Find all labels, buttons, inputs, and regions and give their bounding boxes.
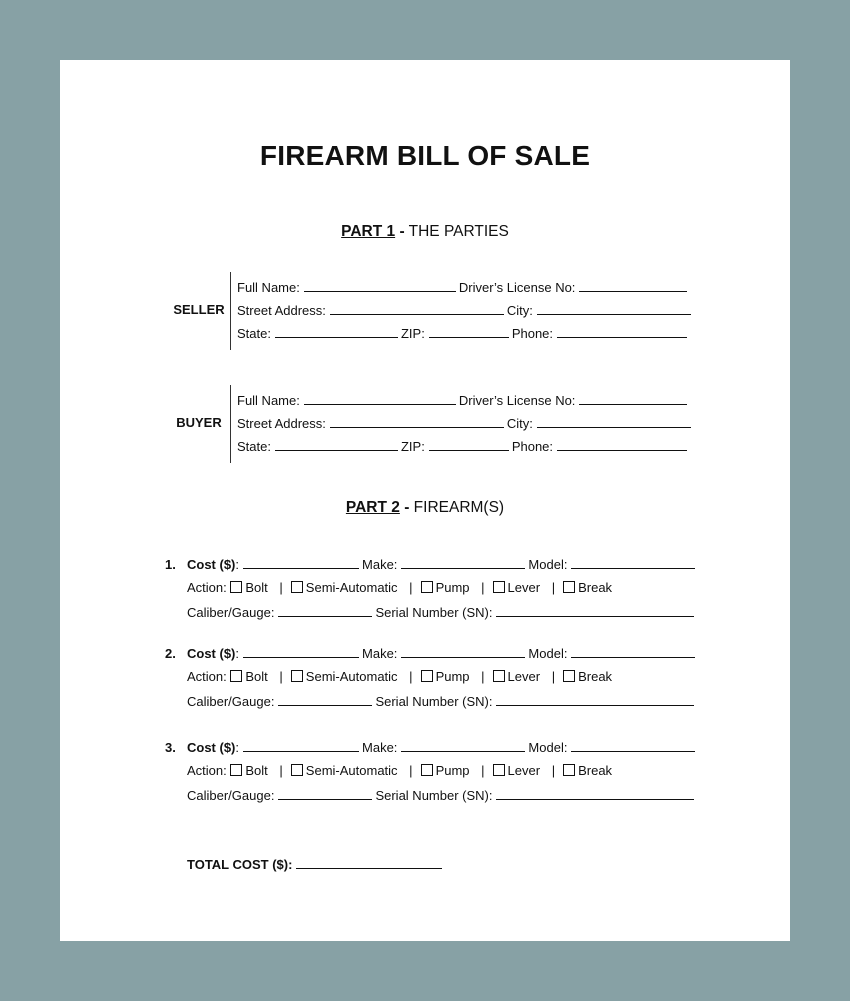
separator: | xyxy=(551,669,556,684)
firearm-2-make-label: Make: xyxy=(362,646,398,661)
separator: | xyxy=(409,669,413,684)
firearm-2-lever-label: Lever xyxy=(507,669,541,684)
firearm-3-pump-label: Pump xyxy=(435,763,470,778)
buyer-fullname-field[interactable] xyxy=(304,393,456,405)
seller-divider xyxy=(230,272,231,350)
part2-number: PART 2 xyxy=(345,499,400,516)
separator: | xyxy=(409,580,413,595)
firearm-3-action-label: Action: xyxy=(187,763,227,778)
firearm-3-break-label: Break xyxy=(578,763,613,778)
firearm-3-semi-checkbox[interactable] xyxy=(291,764,303,776)
firearm-1-lever-label: Lever xyxy=(507,580,541,595)
firearm-3-make-field[interactable] xyxy=(401,740,525,752)
firearm-2-model-label: Model: xyxy=(528,646,568,661)
firearm-2-semi-label: Semi-Automatic xyxy=(305,669,398,684)
firearm-1-number: 1. xyxy=(165,557,176,572)
firearm-2-cost-label: Cost ($) xyxy=(187,646,236,661)
firearm-2-row-cost xyxy=(187,646,698,661)
part1-number: PART 1 xyxy=(341,223,396,240)
firearm-3-model-field[interactable] xyxy=(571,740,695,752)
buyer-state-field[interactable] xyxy=(275,439,398,451)
firearm-3-number: 3. xyxy=(165,740,176,755)
buyer-street-label: Street Address: xyxy=(237,416,326,431)
firearm-1-serial-field[interactable] xyxy=(496,605,694,617)
firearm-1-pump-checkbox[interactable] xyxy=(421,581,433,593)
firearm-1-bolt-label: Bolt xyxy=(245,580,268,595)
separator: | xyxy=(481,669,485,684)
firearm-1-model-field[interactable] xyxy=(571,557,695,569)
separator: | xyxy=(409,763,413,778)
buyer-city-label: City: xyxy=(506,416,533,431)
seller-row-3 xyxy=(237,326,690,341)
buyer-city-field[interactable] xyxy=(537,416,691,428)
seller-zip-label: ZIP: xyxy=(400,326,425,341)
seller-phone-label: Phone: xyxy=(511,326,554,341)
firearm-2-row-action xyxy=(187,669,612,684)
buyer-street-field[interactable] xyxy=(330,416,504,428)
firearm-3-caliber-field[interactable] xyxy=(278,788,372,800)
buyer-zip-label: ZIP: xyxy=(400,439,425,454)
firearm-1-caliber-field[interactable] xyxy=(278,605,372,617)
firearm-1-row-cost xyxy=(187,557,698,572)
seller-city-field[interactable] xyxy=(537,303,691,315)
buyer-license-field[interactable] xyxy=(579,393,687,405)
seller-license-field[interactable] xyxy=(579,280,687,292)
firearm-2-cost-colon: : xyxy=(235,646,240,661)
seller-label: SELLER xyxy=(173,302,225,317)
firearm-3-caliber-label: Caliber/Gauge: xyxy=(187,788,275,803)
firearm-3-make-label: Make: xyxy=(362,740,398,755)
seller-fullname-label: Full Name: xyxy=(237,280,300,295)
seller-zip-field[interactable] xyxy=(429,326,509,338)
firearm-3-bolt-checkbox[interactable] xyxy=(230,764,242,776)
separator: | xyxy=(279,669,283,684)
seller-state-field[interactable] xyxy=(275,326,398,338)
part2-dash: - xyxy=(404,499,410,516)
firearm-3-cost-field[interactable] xyxy=(243,740,359,752)
buyer-fullname-label: Full Name: xyxy=(237,393,300,408)
separator: | xyxy=(551,763,556,778)
firearm-1-row-caliber xyxy=(187,605,697,620)
firearm-2-lever-checkbox[interactable] xyxy=(493,670,505,682)
seller-row-1 xyxy=(237,280,690,295)
buyer-phone-label: Phone: xyxy=(511,439,554,454)
firearm-1-break-label: Break xyxy=(578,580,613,595)
firearm-2-caliber-field[interactable] xyxy=(278,694,372,706)
firearm-1-lever-checkbox[interactable] xyxy=(493,581,505,593)
buyer-state-label: State: xyxy=(237,439,271,454)
firearm-1-cost-label: Cost ($) xyxy=(187,557,236,572)
part1-heading xyxy=(60,223,790,241)
firearm-1-make-label: Make: xyxy=(362,557,398,572)
firearm-2-serial-field[interactable] xyxy=(496,694,694,706)
document-title: FIREARM BILL OF SALE xyxy=(259,140,591,171)
firearm-3-cost-colon: : xyxy=(235,740,240,755)
separator: | xyxy=(551,580,556,595)
firearm-3-serial-label: Serial Number (SN): xyxy=(375,788,493,803)
firearm-2-model-field[interactable] xyxy=(571,646,695,658)
buyer-row-1 xyxy=(237,393,690,408)
firearm-1-semi-checkbox[interactable] xyxy=(291,581,303,593)
firearm-3-row-cost xyxy=(187,740,698,755)
separator: | xyxy=(481,580,485,595)
buyer-label: BUYER xyxy=(176,415,222,430)
part1-dash: - xyxy=(399,223,405,240)
seller-fullname-field[interactable] xyxy=(304,280,456,292)
firearm-1-cost-field[interactable] xyxy=(243,557,359,569)
part2-heading xyxy=(60,499,790,517)
seller-city-label: City: xyxy=(506,303,533,318)
firearm-3-cost-label: Cost ($) xyxy=(187,740,236,755)
firearm-2-action-label: Action: xyxy=(187,669,227,684)
buyer-license-label: Driver’s License No: xyxy=(458,393,576,408)
separator: | xyxy=(481,763,485,778)
separator: | xyxy=(279,580,283,595)
firearm-1-bolt-checkbox[interactable] xyxy=(230,581,242,593)
firearm-2-break-label: Break xyxy=(578,669,613,684)
firearm-2-make-field[interactable] xyxy=(401,646,525,658)
firearm-3-semi-label: Semi-Automatic xyxy=(305,763,398,778)
firearm-3-lever-checkbox[interactable] xyxy=(493,764,505,776)
firearm-1-make-field[interactable] xyxy=(401,557,525,569)
firearm-2-pump-checkbox[interactable] xyxy=(421,670,433,682)
firearm-2-break-checkbox[interactable] xyxy=(563,670,575,682)
buyer-row-3 xyxy=(237,439,690,454)
firearm-2-caliber-label: Caliber/Gauge: xyxy=(187,694,275,709)
firearm-2-row-caliber xyxy=(187,694,697,709)
separator: | xyxy=(279,763,283,778)
firearm-3-serial-field[interactable] xyxy=(496,788,694,800)
firearm-3-pump-checkbox[interactable] xyxy=(421,764,433,776)
firearm-3-lever-label: Lever xyxy=(507,763,541,778)
total-cost-label: TOTAL COST ($): xyxy=(187,857,293,872)
firearm-2-bolt-label: Bolt xyxy=(245,669,268,684)
buyer-zip-field[interactable] xyxy=(429,439,509,451)
firearm-1-break-checkbox[interactable] xyxy=(563,581,575,593)
seller-state-label: State: xyxy=(237,326,271,341)
firearm-3-model-label: Model: xyxy=(528,740,568,755)
firearm-2-number: 2. xyxy=(165,646,176,661)
firearm-2-semi-checkbox[interactable] xyxy=(291,670,303,682)
firearm-3-break-checkbox[interactable] xyxy=(563,764,575,776)
seller-street-field[interactable] xyxy=(330,303,504,315)
firearm-3-bolt-label: Bolt xyxy=(245,763,268,778)
firearm-2-bolt-checkbox[interactable] xyxy=(230,670,242,682)
buyer-row-2 xyxy=(237,416,694,431)
document-page xyxy=(60,60,790,941)
firearm-1-semi-label: Semi-Automatic xyxy=(305,580,398,595)
part1-label: THE PARTIES xyxy=(408,223,509,240)
firearm-1-cost-colon: : xyxy=(235,557,240,572)
firearm-3-row-caliber xyxy=(187,788,697,803)
buyer-divider xyxy=(230,385,231,463)
firearm-2-pump-label: Pump xyxy=(435,669,470,684)
total-cost-row xyxy=(187,857,445,872)
firearm-1-action-label: Action: xyxy=(187,580,227,595)
firearm-1-pump-label: Pump xyxy=(435,580,470,595)
part2-label: FIREARM(S) xyxy=(413,499,505,516)
seller-phone-field[interactable] xyxy=(557,326,687,338)
firearm-1-serial-label: Serial Number (SN): xyxy=(375,605,493,620)
total-cost-field[interactable] xyxy=(296,857,442,869)
buyer-phone-field[interactable] xyxy=(557,439,687,451)
firearm-1-model-label: Model: xyxy=(528,557,568,572)
firearm-2-serial-label: Serial Number (SN): xyxy=(375,694,493,709)
firearm-2-cost-field[interactable] xyxy=(243,646,359,658)
seller-street-label: Street Address: xyxy=(237,303,326,318)
firearm-1-caliber-label: Caliber/Gauge: xyxy=(187,605,275,620)
seller-row-2 xyxy=(237,303,694,318)
seller-license-label: Driver’s License No: xyxy=(458,280,576,295)
firearm-1-row-action xyxy=(187,580,612,595)
firearm-3-row-action xyxy=(187,763,612,778)
